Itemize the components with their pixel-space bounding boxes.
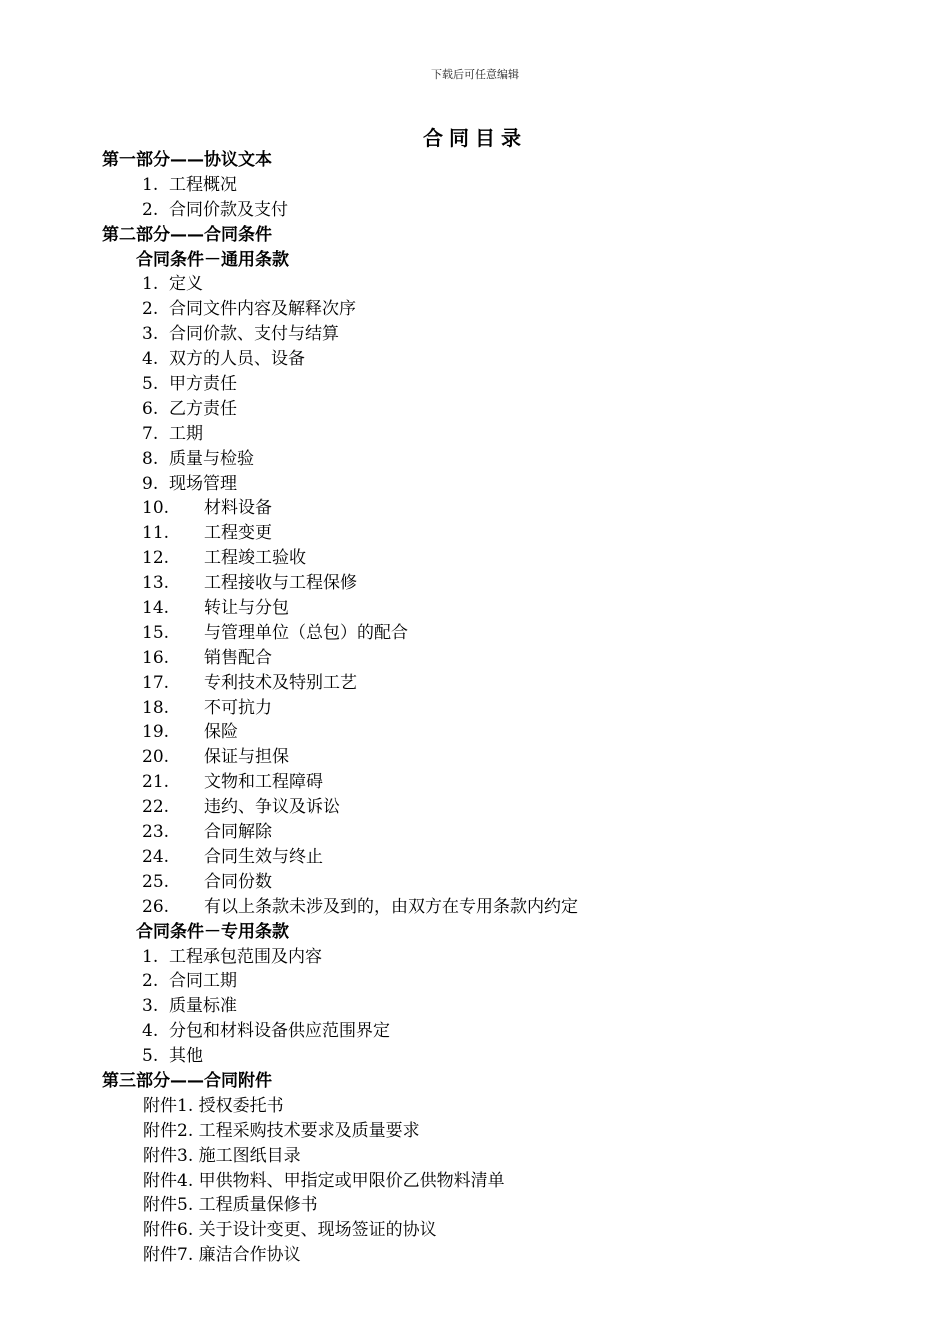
item-number: 25.	[142, 871, 170, 892]
item-text: 专利技术及特别工艺	[204, 672, 357, 693]
annex-item: 附件1. 授权委托书	[143, 1095, 284, 1116]
item-number: 18.	[142, 697, 170, 718]
item-number: 14.	[142, 598, 170, 619]
item-text: 质量与检验	[169, 448, 254, 469]
general-terms-item	[0, 496, 950, 521]
item-text: 工程竣工验收	[204, 548, 306, 569]
item-number: 8.	[142, 448, 159, 469]
special-terms-item	[0, 969, 950, 994]
item-number: 7.	[142, 423, 159, 444]
item-text: 工期	[169, 423, 203, 444]
general-terms-item	[0, 297, 950, 322]
general-terms-item	[0, 671, 950, 696]
item-text: 工程接收与工程保修	[204, 573, 357, 594]
header-note: 下载后可任意编辑	[431, 68, 519, 81]
item-text: 质量标准	[169, 996, 237, 1017]
special-terms-item	[0, 1019, 950, 1044]
item-number: 12.	[142, 548, 170, 569]
item-number: 26.	[142, 896, 170, 917]
item-text: 分包和材料设备供应范围界定	[169, 1021, 390, 1042]
general-terms-item	[0, 895, 950, 920]
item-number: 22.	[142, 797, 170, 818]
general-terms-item	[0, 322, 950, 347]
item-number: 6.	[142, 398, 159, 419]
general-terms-item	[0, 845, 950, 870]
part1-item-list	[0, 173, 950, 223]
item-number: 2.	[142, 299, 159, 320]
general-terms-item	[0, 745, 950, 770]
general-terms-item	[0, 646, 950, 671]
annex-item: 附件3. 施工图纸目录	[143, 1145, 301, 1166]
item-number: 21.	[142, 772, 170, 793]
item-text: 工程变更	[204, 523, 272, 544]
item-text: 乙方责任	[169, 398, 237, 419]
general-terms-item	[0, 447, 950, 472]
item-text: 违约、争议及诉讼	[204, 797, 340, 818]
general-terms-item-list	[0, 272, 950, 919]
special-terms-item	[0, 1044, 950, 1069]
annex-item: 附件6. 关于设计变更、现场签证的协议	[143, 1220, 437, 1241]
special-terms-item	[0, 945, 950, 970]
item-number: 2.	[142, 971, 159, 992]
annex-item: 附件5. 工程质量保修书	[143, 1195, 318, 1216]
item-number: 1.	[142, 946, 159, 967]
document-title: 合同目录	[423, 126, 527, 150]
annex-item: 附件7. 廉洁合作协议	[143, 1245, 301, 1266]
general-terms-item	[0, 422, 950, 447]
general-terms-item	[0, 621, 950, 646]
part1-item	[0, 198, 950, 223]
annex-item: 附件2. 工程采购技术要求及质量要求	[143, 1120, 420, 1141]
item-number: 1.	[142, 274, 159, 295]
item-number: 17.	[142, 672, 170, 693]
item-number: 9.	[142, 473, 159, 494]
part3-heading: 第三部分——合同附件	[102, 1070, 272, 1091]
item-text: 转让与分包	[204, 598, 289, 619]
item-text: 定义	[169, 274, 203, 295]
table-of-contents	[0, 148, 950, 1268]
general-terms-item	[0, 397, 950, 422]
item-text: 工程承包范围及内容	[169, 946, 322, 967]
item-number: 19.	[142, 722, 170, 743]
item-number: 10.	[142, 498, 170, 519]
part2-heading: 第二部分——合同条件	[102, 224, 272, 245]
item-number: 5.	[142, 1046, 159, 1067]
item-number: 3.	[142, 996, 159, 1017]
general-terms-item	[0, 571, 950, 596]
item-text: 合同份数	[204, 871, 272, 892]
general-terms-item	[0, 795, 950, 820]
item-text: 甲方责任	[169, 374, 237, 395]
item-text: 双方的人员、设备	[169, 349, 305, 370]
item-number: 13.	[142, 573, 170, 594]
general-terms-item	[0, 720, 950, 745]
part1-item	[0, 173, 950, 198]
general-terms-item	[0, 596, 950, 621]
item-text: 合同解除	[204, 822, 272, 843]
item-number: 1.	[142, 174, 159, 195]
item-number: 2.	[142, 199, 159, 220]
item-text: 保证与担保	[204, 747, 289, 768]
item-number: 15.	[142, 622, 170, 643]
item-text: 现场管理	[169, 473, 237, 494]
general-terms-item	[0, 820, 950, 845]
special-terms-heading: 合同条件－专用条款	[136, 921, 289, 942]
item-text: 销售配合	[204, 647, 272, 668]
general-terms-item	[0, 870, 950, 895]
item-text: 文物和工程障碍	[204, 772, 323, 793]
item-text: 合同价款及支付	[169, 199, 288, 220]
item-text: 工程概况	[169, 174, 237, 195]
general-terms-item	[0, 347, 950, 372]
special-terms-item-list	[0, 945, 950, 1069]
annex-item-list	[0, 1094, 950, 1268]
item-text: 合同生效与终止	[204, 846, 323, 867]
item-text: 合同价款、支付与结算	[169, 324, 339, 345]
special-terms-item	[0, 994, 950, 1019]
item-number: 3.	[142, 324, 159, 345]
item-number: 24.	[142, 846, 170, 867]
general-terms-item	[0, 472, 950, 497]
general-terms-item	[0, 696, 950, 721]
part1-heading: 第一部分——协议文本	[102, 150, 272, 170]
item-text: 其他	[169, 1046, 203, 1067]
item-number: 4.	[142, 349, 159, 370]
item-text: 保险	[204, 722, 238, 743]
item-text: 与管理单位（总包）的配合	[204, 622, 408, 643]
general-terms-item	[0, 770, 950, 795]
item-number: 11.	[142, 523, 170, 544]
item-text: 合同文件内容及解释次序	[169, 299, 356, 320]
item-number: 20.	[142, 747, 170, 768]
item-number: 16.	[142, 647, 170, 668]
general-terms-heading: 合同条件－通用条款	[136, 249, 289, 270]
item-number: 4.	[142, 1021, 159, 1042]
item-text: 不可抗力	[204, 697, 272, 718]
item-text: 有以上条款未涉及到的，由双方在专用条款内约定	[204, 896, 578, 917]
item-number: 23.	[142, 822, 170, 843]
item-text: 材料设备	[204, 498, 272, 519]
item-number: 5.	[142, 374, 159, 395]
general-terms-item	[0, 546, 950, 571]
general-terms-item	[0, 372, 950, 397]
general-terms-item	[0, 521, 950, 546]
annex-item: 附件4. 甲供物料、甲指定或甲限价乙供物料清单	[143, 1170, 505, 1191]
general-terms-item	[0, 272, 950, 297]
item-text: 合同工期	[169, 971, 237, 992]
